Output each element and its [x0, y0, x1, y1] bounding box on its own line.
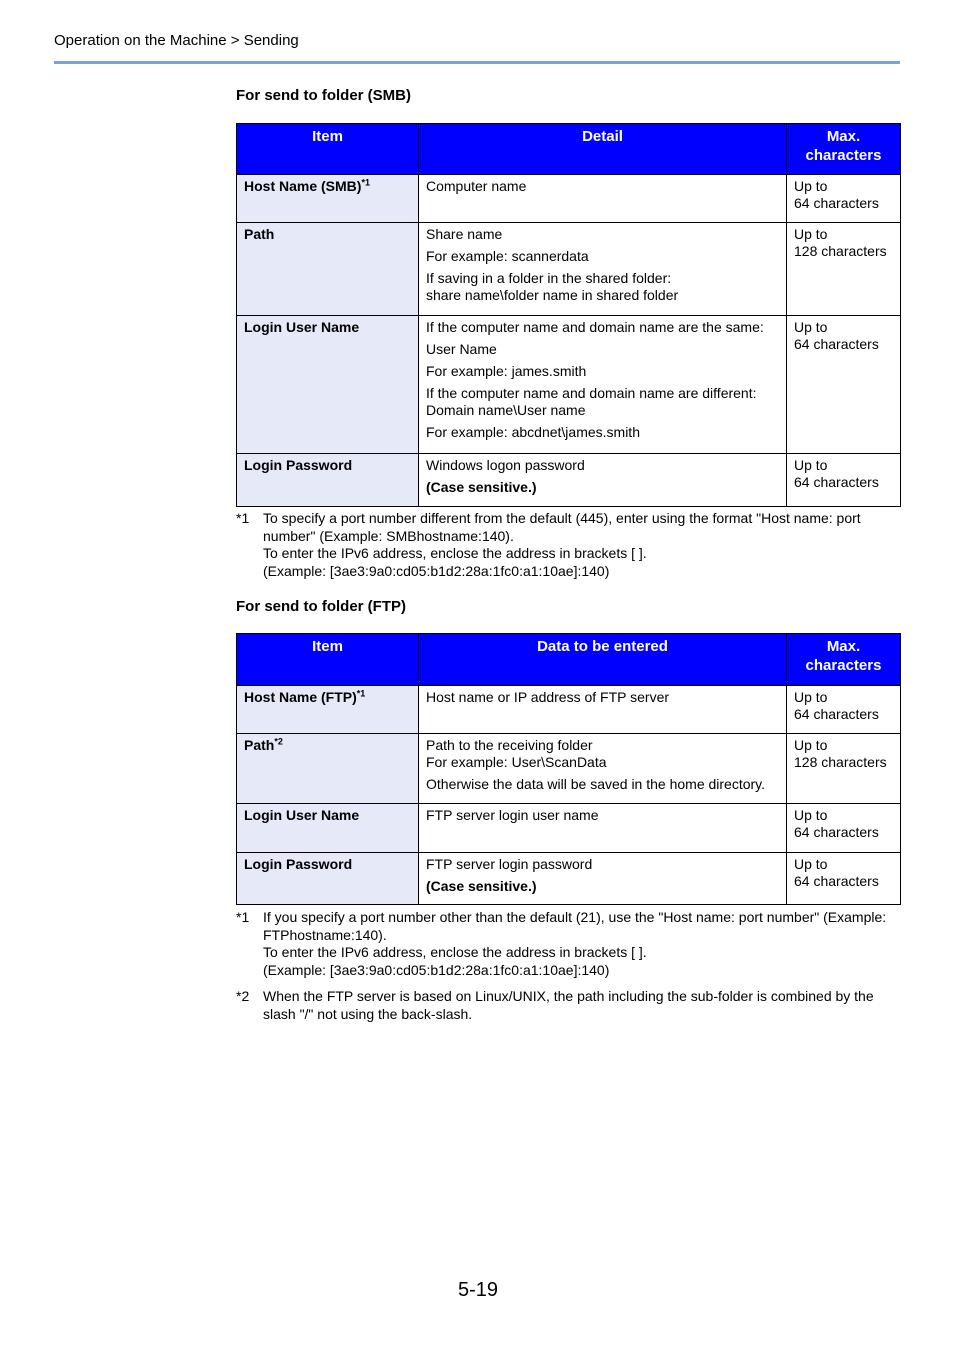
column-header-data-to-be-entered: Data to be entered: [419, 634, 787, 686]
column-header-item: Item: [237, 634, 419, 686]
detail-text: Share name: [426, 226, 503, 242]
footnote-ref: *1: [361, 177, 370, 188]
item-label: Login Password: [244, 856, 353, 872]
detail-text: If saving in a folder in the shared folder:: [426, 270, 672, 286]
max-characters-cell: Up to 64 characters: [787, 853, 901, 905]
table-row: [237, 454, 901, 507]
detail-text: If the computer name and domain name are different:: [426, 385, 757, 401]
detail-cell: [419, 734, 787, 804]
table-row: [237, 734, 901, 804]
footnote: [236, 510, 900, 580]
footnote: [236, 988, 900, 1023]
max-characters-cell: Up to 128 characters: [787, 223, 901, 316]
max-characters-cell: Up to 128 characters: [787, 734, 901, 804]
item-label: Path: [244, 226, 275, 242]
detail-text: For example: james.smith: [426, 363, 587, 379]
table-row: [237, 804, 901, 853]
table-row: [237, 175, 901, 223]
case-sensitive-note: (Case sensitive.): [426, 878, 537, 894]
max-characters-cell: Up to 64 characters: [787, 454, 901, 507]
smb-section-title: For send to folder (SMB): [236, 87, 411, 104]
table-row: [237, 853, 901, 905]
column-header-detail: Detail: [419, 124, 787, 175]
ftp-table: [236, 633, 901, 905]
footnote-text: To specify a port number different from the default (445), enter using the format "Host name: port number" (Example: SMBhostname:140). To enter the IPv6 address, enclose the address in brackets [ ]. (Example: [3ae3:9a0:cd05:b1d2:28a:1fc0:a1:10ae]:140): [263, 510, 861, 579]
detail-text: share name\folder name in shared folder: [426, 287, 679, 303]
page-number: 5-19: [458, 1279, 499, 1301]
column-header-max-characters: Max. characters: [787, 634, 901, 686]
detail-text: User Name: [426, 341, 497, 357]
table-row: [237, 316, 901, 454]
max-characters-cell: Up to 64 characters: [787, 175, 901, 223]
smb-table: [236, 123, 901, 507]
detail-cell: [419, 223, 787, 316]
ftp-section-title: For send to folder (FTP): [236, 598, 406, 615]
detail-text: Domain name\User name: [426, 402, 586, 418]
breadcrumb: Operation on the Machine > Sending: [54, 32, 299, 49]
detail-cell: [419, 175, 787, 223]
item-label: Login Password: [244, 457, 353, 473]
detail-text: For example: abcdnet\james.smith: [426, 424, 640, 440]
footnote-mark: *1: [236, 510, 250, 526]
detail-text: For example: scannerdata: [426, 248, 589, 264]
detail-text: Path to the receiving folder: [426, 737, 593, 753]
item-cell: [237, 853, 419, 905]
detail-text: FTP server login user name: [426, 807, 599, 823]
detail-text: For example: User\ScanData: [426, 754, 607, 770]
item-cell: [237, 175, 419, 223]
max-characters-cell: Up to 64 characters: [787, 804, 901, 853]
item-label: Login User Name: [244, 319, 360, 335]
item-cell: [237, 734, 419, 804]
footnote-mark: *2: [236, 988, 250, 1004]
detail-text: FTP server login password: [426, 856, 593, 872]
item-label: Login User Name: [244, 807, 360, 823]
header-divider: [54, 61, 900, 64]
table-row: [237, 686, 901, 734]
detail-cell: [419, 316, 787, 454]
detail-cell: [419, 686, 787, 734]
detail-cell: [419, 853, 787, 905]
footnote: [236, 909, 900, 979]
detail-text: Computer name: [426, 178, 527, 194]
detail-text: Host name or IP address of FTP server: [426, 689, 670, 705]
item-cell: [237, 223, 419, 316]
footnote-text: If you specify a port number other than the default (21), use the "Host name: port number" (Example: FTPhostname:140). To enter the IPv6 address, enclose the address in brackets [ ]. (Example: [3ae3:9a0:cd05:b1d2:28a:1fc0:a1:10ae]:140): [263, 909, 887, 978]
item-label: Host Name (SMB): [244, 178, 362, 194]
detail-text: Otherwise the data will be saved in the home directory.: [426, 776, 766, 792]
max-characters-cell: Up to 64 characters: [787, 686, 901, 734]
item-cell: [237, 316, 419, 454]
detail-cell: [419, 804, 787, 853]
footnote-text: When the FTP server is based on Linux/UNIX, the path including the sub-folder is combined by the slash "/" not using the back-slash.: [263, 988, 874, 1022]
detail-text: If the computer name and domain name are the same:: [426, 319, 764, 335]
detail-text: Windows logon password: [426, 457, 585, 473]
footnote-ref: *2: [274, 736, 283, 747]
item-cell: [237, 804, 419, 853]
column-header-max-characters: Max. characters: [787, 124, 901, 175]
item-cell: [237, 454, 419, 507]
item-label: Path: [244, 737, 275, 753]
case-sensitive-note: (Case sensitive.): [426, 479, 537, 495]
column-header-item: Item: [237, 124, 419, 175]
max-characters-cell: Up to 64 characters: [787, 316, 901, 454]
footnote-ref: *1: [356, 688, 366, 699]
footnote-mark: *1: [236, 909, 250, 925]
table-row: [237, 223, 901, 316]
detail-cell: [419, 454, 787, 507]
item-cell: [237, 686, 419, 734]
item-label: Host Name (FTP): [244, 689, 357, 705]
